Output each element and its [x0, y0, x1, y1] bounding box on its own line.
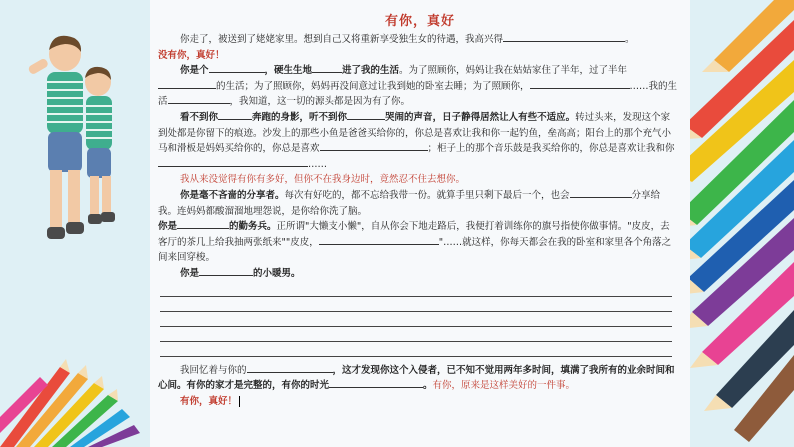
blank-input[interactable]: [247, 363, 333, 373]
text-segment: 你是: [180, 267, 200, 279]
blank-input[interactable]: [218, 110, 252, 120]
text-segment: ，日子静得居然让人有些不适应。: [432, 111, 576, 123]
writing-line[interactable]: [160, 327, 672, 342]
text-segment: 我回忆着与你的: [180, 364, 247, 376]
colored-pencils-left: [0, 337, 160, 447]
paragraph-conclusion: [158, 363, 678, 394]
text-segment: ；柜子上的那个音乐鼓是我买给你的，你总是喜欢让我和你: [427, 143, 675, 155]
essay-body: [158, 32, 678, 409]
page-title: 有你，真好: [384, 14, 455, 29]
blank-input[interactable]: [168, 94, 230, 104]
blank-input[interactable]: [347, 110, 385, 120]
paragraph-intro: [158, 32, 678, 48]
text-segment: 分享给我。连妈妈都酸溜溜地埋怨说，是你给你洗了脑。: [158, 189, 661, 217]
text-segment: 转过头来，发现这个家到处都是你留下的痕迹。沙发上的那些小鱼是爸爸买给你的，你总是喜欢让我和你一起钓鱼，垒高高；阳台上的那个充气小马和滑板是妈妈买给你的，你总是喜欢: [158, 111, 672, 155]
blank-input[interactable]: [209, 63, 265, 73]
text-segment: 看不到你: [180, 111, 219, 123]
text-segment: 。为了照顾你，妈妈让我在姑姑家住了半年，过了半年: [399, 65, 628, 77]
text-segment: 进了我的生活: [342, 65, 400, 77]
text-segment: 你是毫不吝啬的分享者。: [180, 189, 285, 201]
blank-input[interactable]: [177, 219, 229, 229]
blank-input[interactable]: [570, 188, 632, 198]
blank-input[interactable]: [319, 235, 439, 245]
text-segment: 每次有好吃的，都不忘给我带一份。就算手里只剩下最后一个，也会: [284, 189, 570, 201]
paragraph-missing: [158, 110, 678, 172]
text-segment: ，我知道，这一切的源头都是因为有了你。: [229, 96, 411, 108]
paragraph-warm-boy: [158, 266, 678, 282]
writing-line[interactable]: [160, 297, 672, 312]
writing-line[interactable]: [160, 312, 672, 327]
text-segment: 奔跑的身影: [252, 111, 300, 123]
paragraph-sharer: [158, 188, 678, 219]
blank-input[interactable]: [158, 79, 216, 89]
text-segment: 你是个: [180, 65, 209, 77]
text-segment: "……就这样，你每天都会在我的卧室和家里各个角落之间来回穿梭。: [158, 236, 672, 264]
text-segment: 的勤务兵。: [229, 221, 277, 233]
heading-without-you: 没有你，真好！: [158, 49, 225, 61]
writing-line[interactable]: [160, 282, 672, 297]
blank-input[interactable]: [329, 378, 423, 388]
text-segment: ……: [308, 158, 327, 170]
text-segment: ，这才发现你这个入侵者，已不知不觉用两年多时间，填满了我所有的业余时间和心间。有你的家才是完整的，有你的时光: [158, 364, 675, 392]
blank-input[interactable]: [312, 63, 342, 73]
paragraph-intruder: [158, 63, 678, 110]
text-segment: 正所谓"大懒支小懒"，自从你会下地走路后，我便打着训练你的旗号指使你做事情。"皮皮，去客厅的茶几上给我抽两张纸来""皮皮，: [158, 221, 670, 248]
boys-illustration: [20, 32, 130, 262]
blank-input[interactable]: [199, 266, 253, 276]
intro-text: 你走了，被送到了姥姥家里。想到自己又将重新享受独生女的待遇，我高兴得: [180, 34, 504, 45]
text-segment: 有你，原来是这样美好的一件事。: [432, 380, 576, 392]
text-segment: 。: [423, 380, 433, 392]
worksheet-page: [150, 0, 690, 447]
text-cursor: [239, 396, 240, 407]
text-segment: 你是: [158, 221, 178, 233]
text-segment: ，硬生生地: [264, 65, 313, 77]
text-segment: ……我的生活: [158, 80, 678, 108]
blank-input[interactable]: [530, 79, 630, 89]
paragraph-realization: 我从来没觉得有你有多好，但你不在我身边时，竟然忍不住去想你。: [180, 174, 466, 186]
blank-input[interactable]: [503, 32, 625, 42]
blank-input[interactable]: [320, 141, 428, 151]
intro-end: 。: [625, 34, 635, 45]
text-segment: 哭闹的声音: [385, 111, 433, 123]
text-segment: ，听不到你: [299, 111, 348, 123]
ending-text: 有你，真好！: [180, 395, 238, 407]
paragraph-helper: [158, 219, 678, 266]
ending-line: [158, 394, 678, 410]
text-segment: 的生活；为了照顾你，妈妈再没间意过让我到她的卧室去睡；为了照顾你，: [216, 80, 530, 92]
text-segment: 的小暖男。: [253, 267, 301, 279]
writing-line[interactable]: [160, 342, 672, 357]
blank-input[interactable]: [158, 157, 308, 167]
